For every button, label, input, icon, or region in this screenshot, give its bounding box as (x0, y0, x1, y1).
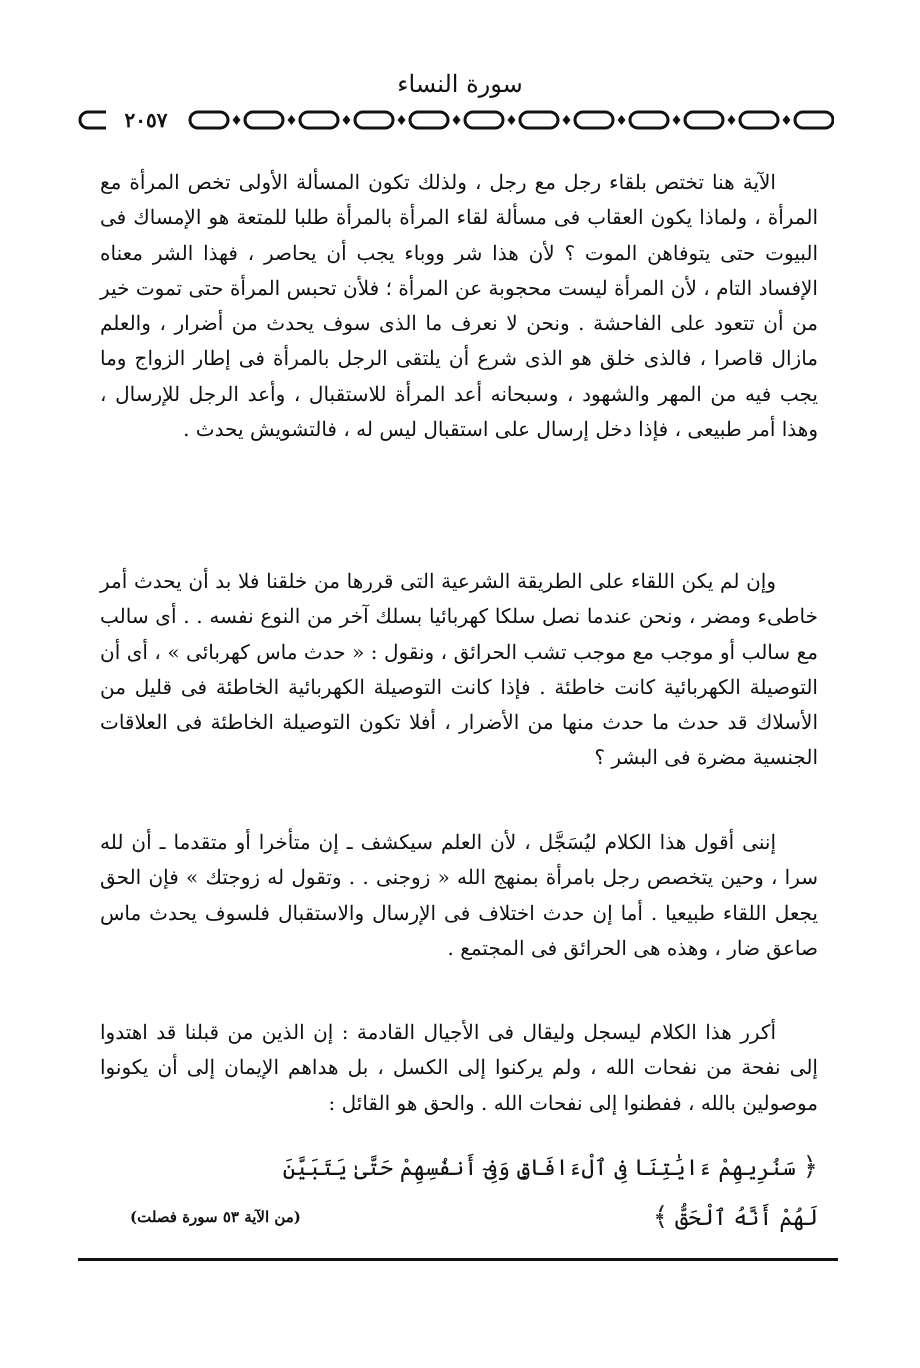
border-link (520, 112, 558, 128)
border-link (300, 112, 338, 128)
paragraph-3 (100, 825, 818, 966)
border-link (245, 112, 283, 128)
border-link (410, 112, 448, 128)
paragraph-text: وإن لم يكن اللقاء على الطريقة الشرعية التى قررها من خلقنا فلا بد أن يحدث أمر خاطىء ومضر ، ونحن عندما نصل سلكا كهربائيا بسلك آخر من النوع نفسه . . أى سالب مع سالب أو موجب مع موجب تشب الحرائق ، ونقول : « حدث ماس كهربائى » ، أى أن التوصيلة الكهربائية كانت خاطئة . فإذا كانت التوصيلة الكهربائية الخاطئة فى قليل من الأسلاك قد حدث ما حدث منها من الأضرار ، أفلا تكون التوصيلة الخاطئة فى العلاقات الجنسية مضرة فى البشر ؟ (100, 569, 818, 770)
verse-text: سَنُرِيهِمْ ءَايَٰتِنَا فِى ٱلْءَافَاقِ وَفِىٓ أَنفُسِهِمْ حَتَّىٰ يَتَبَيَّنَ لَهُمْ أَنَّهُ ٱلْحَقُّ (282, 1156, 818, 1231)
paragraph-text: إننى أقول هذا الكلام ليُسَجَّل ، لأن العلم سيكشف ـ إن متأخرا أو متقدما ـ أن لله سرا ، وحين يتخصص رجل بامرأة بمنهج الله « زوجنى . . وتقول له زوجتك » فإن الحق يجعل اللقاء طبيعيا . أما إن حدث اختلاف فى الإرسال والاستقبال فلسوف يحدث ماس صاعق ضار ، وهذه هى الحرائق فى المجتمع . (100, 830, 818, 960)
verse-close-bracket: ﴾ (652, 1202, 669, 1232)
border-link (630, 112, 668, 128)
border-diamond (673, 115, 681, 125)
bottom-divider (78, 1258, 838, 1261)
border-diamond (343, 115, 351, 125)
paragraph-1 (100, 165, 818, 447)
verse-citation: (من الآية ٥٣ سورة فصلت) (130, 1208, 301, 1226)
paragraph-4 (100, 1015, 818, 1121)
paragraph-text: الآية هنا تختص بلقاء رجل مع رجل ، ولذلك تكون المسألة الأولى تخص المرأة مع المرأة ، ولماذا يكون العقاب فى مسألة لقاء المرأة بالمرأة طلبا للمتعة هو الإمساك فى البيوت حتى يتوفاهن الموت ؟ لأن هذا شر ووباء يجب أن يحاصر ، فهذا الشر معناه الإفساد التام ، لأن المرأة ليست محجوبة عن المرأة ؛ فلأن تحبس المرأة حتى تموت خير من أن تتعود على الفاحشة . ونحن لا نعرف ما الذى سوف يحدث من أضرار ، والعلم مازال قاصرا ، فالذى خلق هو الذى شرع أن يلتقى الرجل بالمرأة فى إطار الزواج وما يجب فيه من المهر والشهود ، وسبحانه أعد المرأة للاستقبال ، وأعد الرجل للإرسال ، وهذا أمر طبيعى ، فإذا دخل إرسال على استقبال ليس له ، فالتشويش يحدث . (100, 170, 818, 442)
border-diamond (563, 115, 571, 125)
border-diamond (618, 115, 626, 125)
border-link (190, 112, 228, 128)
border-diamond (398, 115, 406, 125)
border-link (465, 112, 503, 128)
border-link (355, 112, 393, 128)
surah-title: سورة النساء (397, 70, 523, 98)
border-diamond (233, 115, 241, 125)
quran-verse (240, 1143, 818, 1243)
paragraph-text: أكرر هذا الكلام ليسجل وليقال فى الأجيال القادمة : إن الذين من قبلنا قد اهتدوا إلى نفحة من نفحات الله ، ولم يركنوا إلى الكسل ، بل هداهم الإيمان إلى أن يكونوا موصولين بالله ، ففطنوا إلى نفحات الله . والحق هو القائل : (100, 1020, 818, 1115)
border-diamond (783, 115, 791, 125)
border-link (685, 112, 723, 128)
border-link (575, 112, 613, 128)
ornamental-border (78, 103, 834, 137)
verse-open-bracket: ﴿ (802, 1152, 818, 1182)
border-link (740, 112, 778, 128)
border-diamond (288, 115, 296, 125)
border-diamond (508, 115, 516, 125)
border-diamond (453, 115, 461, 125)
border-diamond (728, 115, 736, 125)
paragraph-2 (100, 564, 818, 776)
border-link (795, 112, 833, 128)
page-number: ٢٠٥٧ (106, 103, 186, 137)
